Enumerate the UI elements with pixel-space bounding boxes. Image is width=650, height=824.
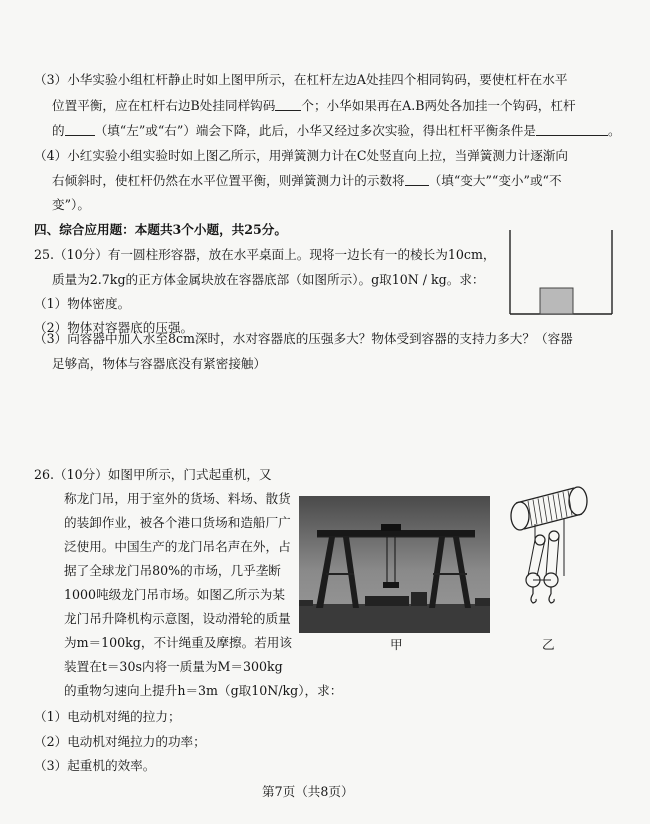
section-4-heading: 四、综合应用题：本题共3个小题，共25分。 bbox=[34, 222, 287, 237]
figure-label-yi: 乙 bbox=[542, 637, 555, 652]
q3-line-2a: 位置平衡，应在杠杆右边B处挂同样钩码 bbox=[52, 98, 276, 113]
answer-blank[interactable] bbox=[536, 124, 608, 136]
q4-line-2a: 右倾斜时，使杠杆仍然在水平位置平衡，则弹簧测力计的示数将 bbox=[52, 173, 405, 188]
q25-part-2: （2）物体对容器底的压强。 bbox=[34, 320, 194, 335]
q4-line-2b: （填“变大”“变小”或“不 bbox=[428, 173, 562, 188]
answer-blank[interactable] bbox=[405, 174, 429, 186]
figure-label-jia: 甲 bbox=[390, 637, 403, 652]
q25-part-3-line-2: 足够高，物体与容器底没有紧密接触） bbox=[52, 356, 267, 371]
q3-line-3a: 的 bbox=[52, 123, 65, 138]
pulley-mechanism-diagram bbox=[506, 484, 596, 610]
page-footer: 第7页（共8页） bbox=[262, 784, 354, 799]
q4-line-3: 变”）。 bbox=[52, 197, 90, 212]
q4-line-1: （4）小红实验小组实验时如上图乙所示，用弹簧测力计在C处竖直向上拉，当弹簧测力计逐渐向 bbox=[34, 148, 568, 163]
q3-line-1: （3）小华实验小组杠杆静止时如上图甲所示，在杠杆左边A处挂四个相同钩码，要使杠杆在水平 bbox=[34, 72, 568, 87]
q26-part-3: （3）起重机的效率。 bbox=[34, 758, 156, 773]
container-figure bbox=[508, 228, 616, 318]
q26-line-3: 的装卸作业，被各个港口货场和造船厂广 bbox=[64, 515, 291, 530]
q26-line-4: 泛使用。中国生产的龙门吊名声在外，占 bbox=[64, 539, 291, 554]
q26-line-2: 称龙门吊，用于室外的货场、料场、散货 bbox=[64, 491, 291, 506]
q26-line-8: 为m＝100kg，不计绳重及摩擦。若用该 bbox=[64, 635, 292, 650]
q3-line-2b: 个；小华如果再在A.B两处各加挂一个钩码，杠杆 bbox=[301, 98, 576, 113]
q25-line-1: 25.（10分）有一圆柱形容器，放在水平桌面上。现将一边长有一的棱长为10cm， bbox=[34, 247, 496, 262]
q4-line-2 bbox=[52, 174, 562, 188]
q3-line-3c: 。 bbox=[607, 123, 621, 138]
gantry-crane-photo bbox=[299, 496, 490, 633]
q26-part-2: （2）电动机对绳拉力的功率； bbox=[34, 734, 206, 749]
q26-line-9: 装置在t＝30s内将一质量为M＝300kg bbox=[64, 659, 283, 674]
q26-line-1: 26.（10分）如图甲所示，门式起重机，又 bbox=[34, 467, 272, 482]
q25-part-3-line-1: （3）向容器中加入水至8cm深时，水对容器底的压强多大？物体受到容器的支持力多大？（容器 bbox=[34, 331, 573, 346]
q26-line-5: 据了全球龙门吊80%的市场，几乎垄断 bbox=[64, 563, 281, 578]
q25-line-2: 质量为2.7kg的正方体金属块放在容器底部（如图所示）。g取10N / kg。求： bbox=[52, 272, 485, 287]
q26-line-10: 的重物匀速向上提升h＝3m（g取10N/kg），求： bbox=[64, 683, 343, 698]
q3-line-3 bbox=[52, 124, 621, 138]
q25-part-1: （1）物体密度。 bbox=[34, 296, 131, 311]
q26-part-1: （1）电动机对绳的拉力； bbox=[34, 709, 181, 724]
q26-line-6: 1000吨级龙门吊市场。如图乙所示为某 bbox=[64, 587, 285, 602]
answer-blank[interactable] bbox=[65, 124, 95, 136]
q3-line-3b: （填“左”或“右”）端会下降，此后，小华又经过多次实验，得出杠杆平衡条件是 bbox=[94, 123, 536, 138]
q26-line-7: 龙门吊升降机构示意图，设动滑轮的质量 bbox=[64, 611, 291, 626]
answer-blank[interactable] bbox=[275, 99, 301, 111]
q3-line-2 bbox=[52, 99, 576, 113]
